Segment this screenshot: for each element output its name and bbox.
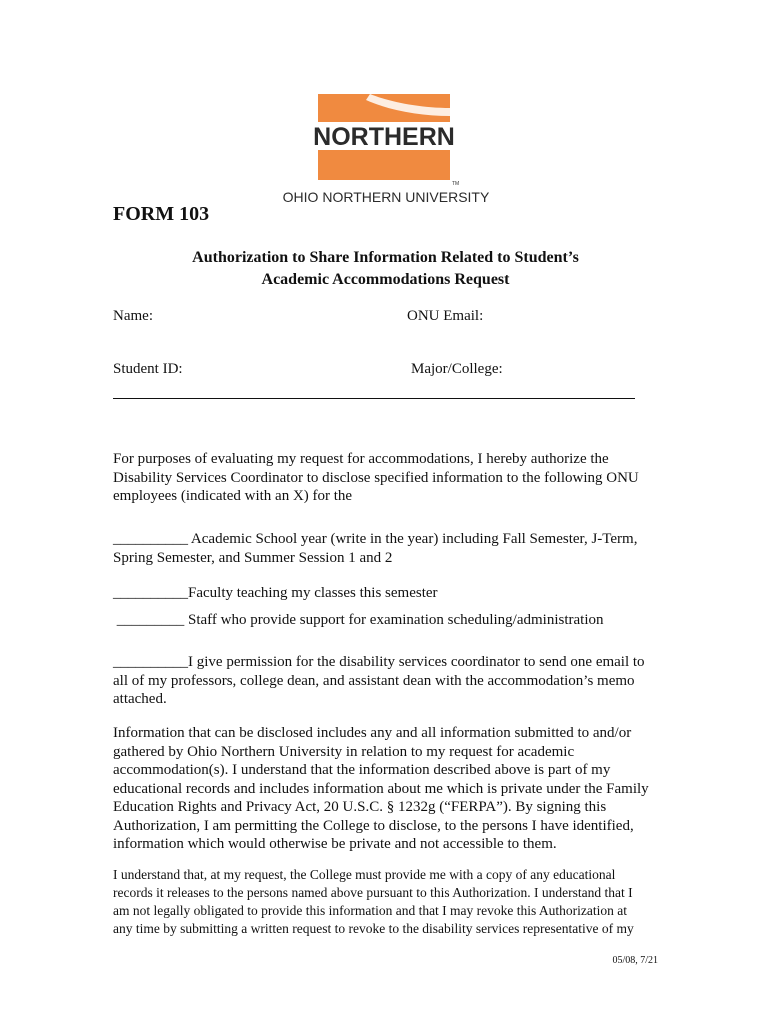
major-label: Major/College: (411, 361, 503, 377)
logo-university-name: OHIO NORTHERN UNIVERSITY (282, 189, 490, 205)
svg-text:TM: TM (452, 181, 460, 187)
title-line: Academic Accommodations Request (261, 271, 510, 288)
option-staff[interactable]: _________ Staff who provide support for examination scheduling/administration (113, 612, 604, 628)
form-number: FORM 103 (113, 203, 210, 225)
intro-paragraph: For purposes of evaluating my request for accommodations, I hereby authorize the Disability Services Coordinator to disclose specified information to the following ONU employees (indicated with an X) for the (113, 451, 639, 504)
disclosure-paragraph: Information that can be disclosed includes any and all information submitted to and/or gathered by Ohio Northern University in relation to my request for academic accommodation(s). I understand that the information described above is part of my educational records and includes information about me which is private under the Family Education Rights and Privacy Act, 20 U.S.C. § 1232g (“FERPA”). By signing this Authorization, I am permitting the College to disclose, to the persons I have identified, information which would otherwise be private and not accessible to them. (113, 725, 649, 852)
email-label: ONU Email: (407, 308, 484, 324)
student-id-label: Student ID: (113, 361, 183, 377)
document-title (113, 247, 658, 291)
understand-paragraph: I understand that, at my request, the College must provide me with a copy of any educational records it releases to the persons named above pursuant to this Authorization. I understand that I am not legally obligated to provide this information and that I may revoke this Authorization at any time by submitting a written request to revoke to the disability services representative of my (113, 867, 634, 936)
footer-revision-code: 05/08, 7/21 (612, 955, 658, 966)
name-label: Name: (113, 308, 153, 324)
title-line: Authorization to Share Information Related to Student’s (192, 249, 579, 266)
onu-logo (270, 92, 502, 210)
logo-graphic (270, 92, 502, 210)
option-email-permission[interactable]: __________I give permission for the disability services coordinator to send one email to all of my professors, college dean, and assistant dean with the accommodation’s memo attached. (113, 654, 645, 707)
option-faculty[interactable]: __________Faculty teaching my classes this semester (113, 585, 438, 601)
logo-wordmark: NORTHERN (313, 123, 455, 151)
option-academic-year[interactable]: __________ Academic School year (write in the year) including Fall Semester, J-Term, Spring Semester, and Summer Session 1 and 2 (113, 531, 638, 566)
divider-line (113, 398, 635, 399)
